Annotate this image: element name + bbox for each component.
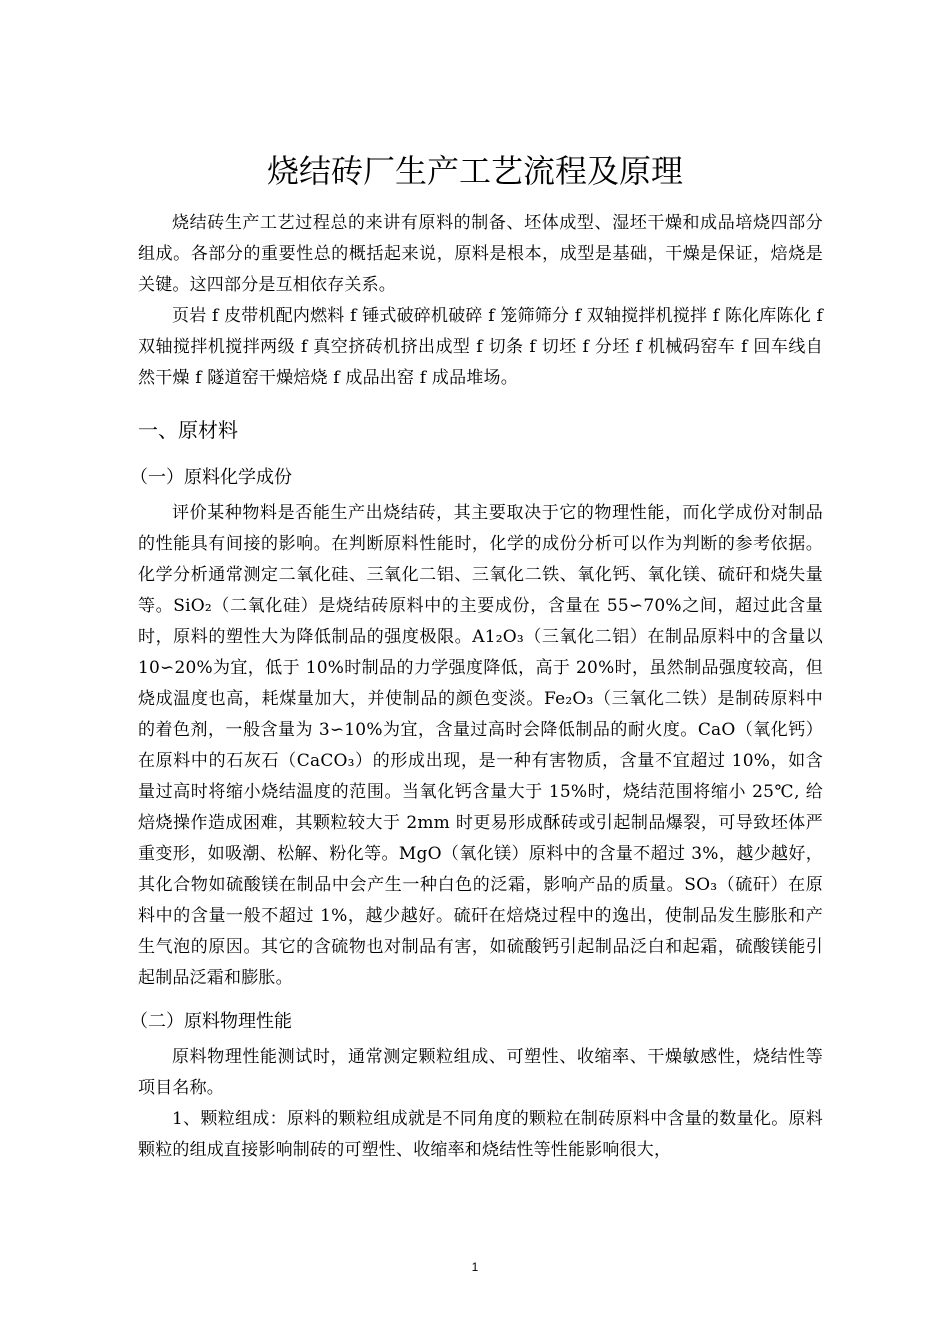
subsection-heading-chemical-composition: （一）原料化学成份	[130, 467, 292, 488]
particle-composition-paragraph: 1、颗粒组成：原料的颗粒组成就是不同角度的颗粒在制砖原料中含量的数量化。原料颗粒的组成直接影响制砖的可塑性、收缩率和烧结性等性能影响很大，	[138, 1109, 823, 1160]
document-body	[130, 208, 823, 1166]
physical-properties-paragraph: 原料物理性能测试时，通常测定颗粒组成、可塑性、收缩率、干燥敏感性，烧结性等项目名称。	[138, 1047, 823, 1098]
chemical-composition-paragraph: 评价某种物料是否能生产出烧结砖，其主要取决于它的物理性能，而化学成份对制品的性能具有间接的影响。在判断原料性能时，化学的成份分析可以作为判断的参考依据。化学分析通常测定二氧化硅、三氧化二铝、三氧化二铁、氧化钙、氧化镁、硫矸和烧失量等。SiO₂（二氧化硅）是烧结砖原料中的主要成份，含量在 55∽70%之间，超过此含量时，原料的塑性大为降低制品的强度极限。A1₂O₃（三氧化二铝）在制品原料中的含量以 10∽20%为宜，低于 10%时制品的力学强度降低，高于 20%时，虽然制品强度较高，但烧成温度也高，耗煤量加大，并使制品的颜色变淡。Fe₂O₃（三氧化二铁）是制砖原料中的着色剂，一般含量为 3∽10%为宜，含量过高时会降低制品的耐火度。CaO（氧化钙）在原料中的石灰石（CaCO₃）的形成出现，是一种有害物质，含量不宜超过 10%，如含量过高时将缩小烧结温度的范围。当氧化钙含量大于 15%时，烧结范围将缩小 25℃, 给焙烧操作造成困难，其颗粒较大于 2mm 时更易形成酥砖或引起制品爆裂，可导致坯体严重变形，如吸潮、松解、粉化等。MgO（氧化镁）原料中的含量不超过 3%，越少越好，其化合物如硫酸镁在制品中会产生一种白色的泛霜，影响产品的质量。SO₃（硫矸）在原料中的含量一般不超过 1%，越少越好。硫矸在焙烧过程中的逸出，使制品发生膨胀和产生气泡的原因。其它的含硫物也对制品有害，如硫酸钙引起制品泛白和起霜，硫酸镁能引起制品泛霜和膨胀。	[138, 503, 823, 988]
document-title: 烧结砖厂生产工艺流程及原理	[266, 152, 683, 191]
subsection-heading-physical-properties: （二）原料物理性能	[130, 1011, 292, 1032]
section-heading-raw-materials: 一、原材料	[138, 418, 238, 442]
process-flow-paragraph: 页岩 f 皮带机配内燃料 f 锤式破碎机破碎 f 笼筛筛分 f 双轴搅拌机搅拌 f 陈化库陈化 f 双轴搅拌机搅拌两级 f 真空挤砖机挤出成型 f 切条 f 切坯 f 分坯 f 机械码窑车 f 回车线自然干燥 f 隧道窑干燥焙烧 f 成品出窑 f 成品堆场。	[138, 306, 823, 388]
intro-paragraph: 烧结砖生产工艺过程总的来讲有原料的制备、坯体成型、湿坯干燥和成品培烧四部分组成。各部分的重要性总的概括起来说，原料是根本，成型是基础，干燥是保证，焙烧是关键。这四部分是互相依存关系。	[138, 213, 823, 295]
page-number: 1	[471, 1260, 479, 1274]
